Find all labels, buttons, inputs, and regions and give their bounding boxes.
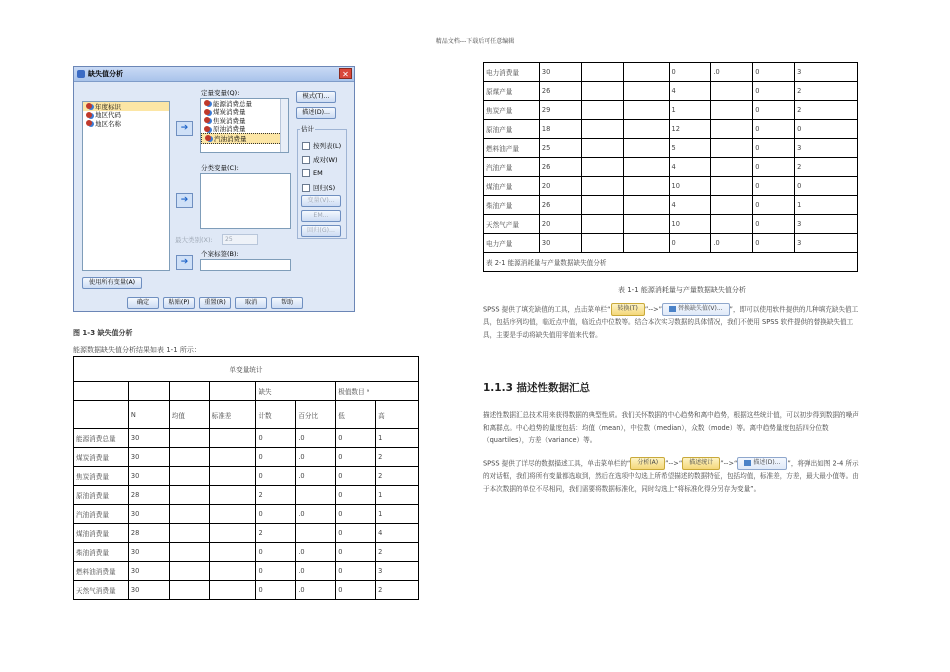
replace-missing-icon <box>669 306 676 312</box>
table-cell: 20 <box>539 215 581 234</box>
variable-item[interactable]: 地区代码 <box>83 111 169 120</box>
table-cell: 29 <box>539 101 581 120</box>
table-cell <box>581 120 623 139</box>
descriptive-statistics-menu-button[interactable]: 描述统计 <box>682 457 720 470</box>
table-row <box>74 581 419 600</box>
table-cell <box>169 486 209 505</box>
table-cell: 20 <box>539 177 581 196</box>
variable-item[interactable]: 地区名称 <box>83 119 169 128</box>
table-cell: 0 <box>256 543 296 562</box>
table-cell: .0 <box>296 505 336 524</box>
table-cell <box>623 196 669 215</box>
nominal-variable-icon <box>86 120 92 126</box>
table-cell: 0 <box>795 177 858 196</box>
descriptives-menu-button[interactable]: 描述(D)... <box>737 457 787 470</box>
table-row <box>484 234 858 253</box>
checkbox-box[interactable] <box>302 169 310 177</box>
dialog-title: 缺失值分析 <box>88 70 123 78</box>
table-cell <box>711 196 753 215</box>
variable-item[interactable]: 煤炭消费量 <box>201 108 288 117</box>
cancel-button[interactable]: 取消 <box>235 297 267 309</box>
dialog-titlebar[interactable] <box>74 67 354 82</box>
table-cell: 0 <box>256 429 296 448</box>
column-header <box>74 401 129 429</box>
regression-checkbox[interactable]: 回归(S) <box>302 183 335 192</box>
variable-item[interactable]: 年度标识 <box>83 102 169 111</box>
row-label-cell: 汽油产量 <box>484 158 540 177</box>
source-variable-list[interactable] <box>82 101 170 271</box>
table-cell: 1 <box>376 505 419 524</box>
table-cell: 30 <box>539 234 581 253</box>
table-cell: 30 <box>128 562 169 581</box>
case-label-input[interactable] <box>200 259 291 271</box>
max-categories-label: 最大类别(X): <box>175 236 213 244</box>
table-cell: 30 <box>128 543 169 562</box>
table-cell: 2 <box>795 82 858 101</box>
em-button[interactable]: EM... <box>301 210 341 222</box>
missing-value-dialog <box>73 66 355 312</box>
table-row <box>484 177 858 196</box>
patterns-button[interactable]: 模式(T)... <box>296 91 336 103</box>
table-cell: 0 <box>336 429 376 448</box>
table-cell <box>623 120 669 139</box>
table-cell: 3 <box>376 562 419 581</box>
table-caption: 表 1-1 能源消耗量与产量数据缺失值分析 <box>618 286 746 294</box>
table-cell: 0 <box>753 63 795 82</box>
table-cell: .0 <box>296 581 336 600</box>
table-cell: 30 <box>128 467 169 486</box>
row-label-cell: 煤油产量 <box>484 177 540 196</box>
row-label-cell: 燃料油产量 <box>484 139 540 158</box>
table-row <box>74 486 419 505</box>
estimate-group-label: 估计 <box>301 125 314 133</box>
table-cell: 18 <box>539 120 581 139</box>
table-cell: 4 <box>669 158 711 177</box>
table-cell: 1 <box>376 486 419 505</box>
table-cell: 0 <box>669 234 711 253</box>
table-cell: 0 <box>753 158 795 177</box>
table-cell <box>209 505 256 524</box>
table-cell: 0 <box>256 562 296 581</box>
table-row <box>74 543 419 562</box>
section-title: 1.1.3 描述性数据汇总 <box>483 382 591 394</box>
table-title: 单变量统计 <box>74 357 419 382</box>
paste-button[interactable]: 粘贴(P) <box>163 297 195 309</box>
table-cell <box>711 158 753 177</box>
quantitative-variables-label: 定量变量(Q): <box>201 89 240 97</box>
transform-menu-button[interactable]: 转换(T) <box>611 303 645 316</box>
table-cell <box>169 467 209 486</box>
table-cell: 0 <box>256 448 296 467</box>
table-cell <box>209 543 256 562</box>
table-cell: 2 <box>795 101 858 120</box>
descriptives-icon <box>744 460 751 466</box>
table-cell: 2 <box>795 158 858 177</box>
table-footnote: 表 2-1 能源消耗量与产量数据缺失值分析 <box>484 253 858 272</box>
max-categories-input[interactable]: 25 <box>222 234 258 245</box>
table-cell <box>623 63 669 82</box>
table-row <box>484 63 858 82</box>
table-cell: 0 <box>753 82 795 101</box>
scale-variable-icon <box>205 135 211 141</box>
table-cell: 0 <box>336 581 376 600</box>
table-cell: 4 <box>376 524 419 543</box>
listwise-checkbox[interactable]: 按列表(L) <box>302 141 341 150</box>
move-to-case-label-button[interactable]: ➔ <box>176 255 193 270</box>
table-cell: 1 <box>795 196 858 215</box>
table-cell: 0 <box>336 562 376 581</box>
checkbox-box[interactable] <box>302 142 310 150</box>
table-cell <box>711 82 753 101</box>
univariate-stats-table <box>73 356 419 600</box>
table-cell: 0 <box>753 120 795 139</box>
table-cell: 0 <box>795 120 858 139</box>
table-cell: 25 <box>539 139 581 158</box>
table-cell: 0 <box>753 101 795 120</box>
variable-item[interactable]: 焦炭消费量 <box>201 116 288 125</box>
table-cell: .0 <box>296 448 336 467</box>
table-cell <box>581 177 623 196</box>
table-cell: 30 <box>128 581 169 600</box>
intro-text: 能源数据缺失值分析结果如表 1-1 所示： <box>73 346 201 354</box>
table-cell: 0 <box>256 581 296 600</box>
table-cell: 10 <box>669 215 711 234</box>
row-label-cell: 原油产量 <box>484 120 540 139</box>
row-label-cell: 焦炭消费量 <box>74 467 129 486</box>
table-cell: 3 <box>795 215 858 234</box>
table-cell: 3 <box>795 234 858 253</box>
figure-caption: 图 1-3 缺失值分析 <box>73 329 133 337</box>
analyze-menu-button[interactable]: 分析(A) <box>630 457 665 470</box>
case-label-label: 个案标签(B): <box>201 250 239 258</box>
table-row <box>74 505 419 524</box>
table-cell: .0 <box>711 234 753 253</box>
table-cell: 12 <box>669 120 711 139</box>
table-row <box>74 429 419 448</box>
table-cell: 2 <box>376 581 419 600</box>
table-row <box>484 82 858 101</box>
table-cell: 26 <box>539 82 581 101</box>
row-label-cell: 煤炭消费量 <box>74 448 129 467</box>
table-cell: 2 <box>256 524 296 543</box>
spss-app-icon <box>77 70 85 78</box>
table-row <box>484 139 858 158</box>
table-cell <box>209 486 256 505</box>
table-cell: 1 <box>376 429 419 448</box>
table-cell <box>169 505 209 524</box>
table-cell: 26 <box>539 158 581 177</box>
table-cell: 30 <box>128 505 169 524</box>
table-cell: 0 <box>256 505 296 524</box>
close-icon[interactable]: ✕ <box>339 68 352 79</box>
table-body <box>484 63 858 253</box>
column-header: 计数 <box>256 401 296 429</box>
group-header-extremes: 极值数目 ᵃ <box>336 382 419 401</box>
table-row <box>484 120 858 139</box>
table-cell <box>209 581 256 600</box>
table-cell: 26 <box>539 196 581 215</box>
table-cell <box>581 63 623 82</box>
row-label-cell: 电力消费量 <box>484 63 540 82</box>
table-cell <box>711 101 753 120</box>
table-cell <box>296 486 336 505</box>
table-cell <box>623 158 669 177</box>
table-cell <box>209 448 256 467</box>
table-cell: 0 <box>336 467 376 486</box>
table-cell <box>581 234 623 253</box>
move-to-categorical-button[interactable]: ➔ <box>176 193 193 208</box>
scale-variable-icon <box>204 100 210 106</box>
table-cell <box>581 82 623 101</box>
table-cell: 5 <box>669 139 711 158</box>
variable-item[interactable]: 能源消费总量 <box>201 99 288 108</box>
categorical-variables-label: 分类变量(C): <box>201 164 239 172</box>
row-label-cell: 原油消费量 <box>74 486 129 505</box>
variable-item[interactable]: 汽油消费量 <box>201 133 288 144</box>
paragraph-descriptive-tool: SPSS 提供了详尽的数据描述工具，单击菜单栏的“ 分析(A) ”-->“ 描述统计 ”-->“ 描述(D)... ”，将弹出如图 2-4 所示的对话框，我们将所有变量都选取到，然后在选项中勾选上所希望描述的数据特征，包括均值，标准差，方差，最大最小值等。由于本次数据的单位不尽相同，我们需要将数据标准化，同时勾选上“将标准化得分另存为变量”。 <box>483 459 859 493</box>
table-cell: 0 <box>336 486 376 505</box>
table-cell: 28 <box>128 524 169 543</box>
table-cell: 0 <box>336 448 376 467</box>
table-cell <box>623 139 669 158</box>
table-row <box>74 524 419 543</box>
scale-variable-icon <box>204 109 210 115</box>
checkbox-box[interactable] <box>302 184 310 192</box>
table-cell <box>581 215 623 234</box>
column-header: 标准差 <box>209 401 256 429</box>
table-cell <box>623 82 669 101</box>
table-cell: 10 <box>669 177 711 196</box>
table-cell <box>581 158 623 177</box>
table-cell <box>209 429 256 448</box>
table-cell: 30 <box>539 63 581 82</box>
table-cell: 0 <box>753 139 795 158</box>
table-cell <box>581 139 623 158</box>
table-cell <box>711 177 753 196</box>
table-row <box>484 101 858 120</box>
row-label-cell: 柴油消费量 <box>74 543 129 562</box>
row-label-cell: 焦炭产量 <box>484 101 540 120</box>
column-header: 百分比 <box>296 401 336 429</box>
table-cell: 1 <box>669 101 711 120</box>
table-cell <box>169 581 209 600</box>
table-cell <box>581 196 623 215</box>
regression-button[interactable]: 回归(G)... <box>301 225 341 237</box>
group-header-missing: 缺失 <box>256 382 336 401</box>
pairwise-checkbox[interactable]: 成对(W) <box>302 155 338 164</box>
row-label-cell: 燃料油消费量 <box>74 562 129 581</box>
table-cell: 2 <box>376 448 419 467</box>
table-cell <box>169 562 209 581</box>
ok-button[interactable]: 确定 <box>127 297 159 309</box>
table-cell <box>169 524 209 543</box>
table-cell: 0 <box>256 467 296 486</box>
row-label-cell: 原煤产量 <box>484 82 540 101</box>
table-cell: .0 <box>296 467 336 486</box>
table-cell: 0 <box>753 234 795 253</box>
variable-item[interactable]: 原油消费量 <box>201 125 288 134</box>
table-cell: 2 <box>376 543 419 562</box>
table-cell <box>711 120 753 139</box>
table-cell <box>169 448 209 467</box>
table-body <box>74 429 419 600</box>
replace-missing-menu-button[interactable]: 替换缺失值(V)... <box>662 303 730 316</box>
row-label-cell: 电力产量 <box>484 234 540 253</box>
nominal-variable-icon <box>86 112 92 118</box>
paragraph-fill-missing: SPSS 提供了填充缺值的工具，点击菜单栏“ 转换(T) ”-->” 替换缺失值(V)... ”，即可以使用软件提供的几种填充缺失值工具，包括序列均值，临近点中值，临近点中位数等。结合本次实习数据的具体情况，我们不使用 SPSS 软件提供的替换缺失值工具，主要是手动将缺失值用零值来代替。 <box>483 305 859 339</box>
table-cell: 2 <box>256 486 296 505</box>
table-cell: .0 <box>296 562 336 581</box>
row-label-cell: 柴油产量 <box>484 196 540 215</box>
table-cell: 0 <box>336 505 376 524</box>
reset-button[interactable]: 重置(R) <box>199 297 231 309</box>
table-cell: 28 <box>128 486 169 505</box>
table-cell: 0 <box>753 196 795 215</box>
table-row <box>484 158 858 177</box>
categorical-variable-list[interactable] <box>200 173 291 229</box>
table-cell <box>623 215 669 234</box>
list-scrollbar[interactable] <box>280 99 288 152</box>
table-cell: 30 <box>128 448 169 467</box>
table-cell: 0 <box>336 543 376 562</box>
table-cell: 30 <box>128 429 169 448</box>
row-label-cell: 汽油消费量 <box>74 505 129 524</box>
paragraph-descriptive-summary: 描述性数据汇总技术用来获得数据的典型性质。我们关怀数据的中心趋势和离中趋势，根据这些统计值，可以初步得到数据的噪声和离群点。中心趋势的量度包括：均值（mean），中位数（median），众数（mode）等。离中趋势量度包括四分位数（quartiles），方差（variance）等。 <box>483 411 859 444</box>
table-cell: 0 <box>669 63 711 82</box>
table-cell <box>209 562 256 581</box>
use-all-variables-button[interactable]: 使用所有变量(A) <box>82 277 142 289</box>
table-cell <box>711 139 753 158</box>
table-cell: 2 <box>376 467 419 486</box>
descriptives-button[interactable]: 描述(D)... <box>296 107 336 119</box>
em-checkbox[interactable]: EM <box>302 169 323 177</box>
column-header: 均值 <box>169 401 209 429</box>
variables-button[interactable]: 变量(V)... <box>301 195 341 207</box>
nominal-variable-icon <box>86 103 92 109</box>
move-to-quantitative-button[interactable]: ➔ <box>176 121 193 136</box>
column-header: 低 <box>336 401 376 429</box>
table-row <box>74 467 419 486</box>
table-cell <box>209 524 256 543</box>
row-label-cell: 能源消费总量 <box>74 429 129 448</box>
row-label-cell: 天然气消费量 <box>74 581 129 600</box>
table-cell: 4 <box>669 196 711 215</box>
row-label-cell: 煤油消费量 <box>74 524 129 543</box>
table-cell <box>169 543 209 562</box>
table-cell: 0 <box>753 177 795 196</box>
table-cell: .0 <box>711 63 753 82</box>
table-cell: 0 <box>336 524 376 543</box>
table-row <box>484 196 858 215</box>
row-label-cell: 天然气产量 <box>484 215 540 234</box>
table-cell <box>623 101 669 120</box>
checkbox-box[interactable] <box>302 156 310 164</box>
table-cell: 3 <box>795 139 858 158</box>
help-button[interactable]: 帮助 <box>271 297 303 309</box>
univariate-stats-table-continued <box>483 62 858 272</box>
table-cell <box>623 234 669 253</box>
table-cell: 4 <box>669 82 711 101</box>
table-cell: 0 <box>753 215 795 234</box>
scale-variable-icon <box>204 126 210 132</box>
table-cell <box>169 429 209 448</box>
table-cell <box>581 101 623 120</box>
quantitative-variable-list[interactable] <box>200 98 289 153</box>
table-row <box>74 562 419 581</box>
column-header: N <box>128 401 169 429</box>
table-cell: .0 <box>296 543 336 562</box>
table-cell: 3 <box>795 63 858 82</box>
table-cell <box>209 467 256 486</box>
table-cell <box>296 524 336 543</box>
table-cell: .0 <box>296 429 336 448</box>
table-row <box>484 215 858 234</box>
page-header: 精品文档---下载后可任意编辑 <box>435 38 515 45</box>
table-cell <box>623 177 669 196</box>
scale-variable-icon <box>204 117 210 123</box>
column-header: 高 <box>376 401 419 429</box>
table-row <box>74 448 419 467</box>
table-cell <box>711 215 753 234</box>
